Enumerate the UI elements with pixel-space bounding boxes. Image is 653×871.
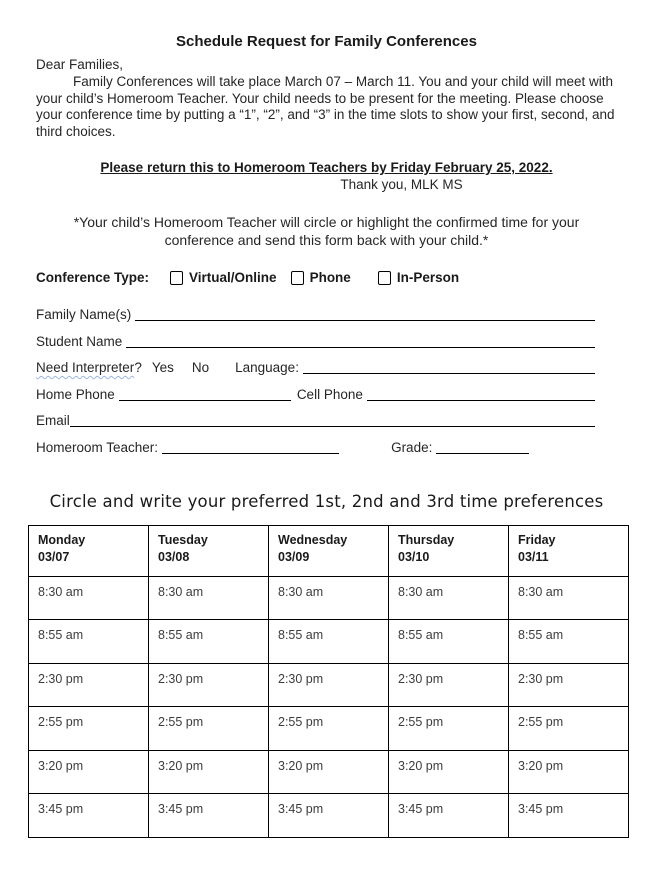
form-fields	[36, 306, 595, 456]
salutation: Dear Families,	[36, 57, 124, 72]
time-row-830am	[29, 576, 629, 620]
time-slot-cell[interactable]: 2:30 pm	[29, 663, 149, 707]
time-slot-cell[interactable]: 8:30 am	[29, 576, 149, 620]
email-row	[36, 412, 595, 429]
time-row-255pm	[29, 707, 629, 751]
home-phone-input-line[interactable]	[119, 386, 291, 401]
language-label: Language:	[235, 360, 299, 375]
time-slot-cell[interactable]: 8:30 am	[269, 576, 389, 620]
time-slot-cell[interactable]: 3:45 pm	[269, 794, 389, 838]
option-phone	[291, 270, 351, 285]
time-slot-cell[interactable]: 3:20 pm	[509, 750, 629, 794]
option-phone-label: Phone	[309, 270, 351, 285]
time-slot-cell[interactable]: 8:55 am	[149, 620, 269, 664]
schedule-table	[28, 525, 629, 838]
time-slot-cell[interactable]: 3:45 pm	[509, 794, 629, 838]
time-row-345pm	[29, 794, 629, 838]
schedule-header-row	[29, 525, 629, 576]
confirmation-note: *Your child’s Homeroom Teacher will circle or highlight the confirmed time for your conference and send this form back with your child.*	[73, 214, 580, 248]
time-row-855am	[29, 620, 629, 664]
home-phone-label: Home Phone	[36, 386, 115, 402]
time-slot-cell[interactable]: 2:30 pm	[509, 663, 629, 707]
grade-label: Grade:	[391, 439, 433, 455]
option-virtual-online-label: Virtual/Online	[189, 270, 277, 285]
cell-phone-input-line[interactable]	[367, 386, 595, 401]
time-slot-cell[interactable]: 3:20 pm	[149, 750, 269, 794]
family-name-label: Family Name(s)	[36, 307, 132, 322]
time-slot-cell[interactable]: 2:30 pm	[149, 663, 269, 707]
checkbox-virtual-online[interactable]	[170, 271, 183, 285]
time-slot-cell[interactable]: 3:20 pm	[269, 750, 389, 794]
time-slot-cell[interactable]: 2:55 pm	[269, 707, 389, 751]
page-title: Schedule Request for Family Conferences	[176, 33, 477, 50]
time-slot-cell[interactable]: 8:30 am	[389, 576, 509, 620]
time-slot-cell[interactable]: 3:45 pm	[389, 794, 509, 838]
interpreter-question-mark: ?	[134, 360, 142, 375]
email-input-line[interactable]	[70, 412, 595, 427]
student-name-label: Student Name	[36, 333, 123, 349]
time-slot-cell[interactable]: 8:30 am	[149, 576, 269, 620]
option-in-person	[378, 270, 459, 285]
student-name-input-line[interactable]	[126, 333, 595, 348]
conference-type-row	[36, 270, 617, 285]
time-slot-cell[interactable]: 8:30 am	[509, 576, 629, 620]
time-slot-cell[interactable]: 3:20 pm	[29, 750, 149, 794]
teacher-grade-row	[36, 439, 595, 456]
time-slot-cell[interactable]: 3:45 pm	[29, 794, 149, 838]
phone-row	[36, 386, 595, 403]
time-slot-cell[interactable]: 2:30 pm	[269, 663, 389, 707]
grade-input-line[interactable]	[436, 439, 529, 454]
language-input-line[interactable]	[303, 359, 595, 374]
interpreter-yes-option[interactable]: Yes	[151, 360, 174, 375]
interpreter-no-option[interactable]: No	[191, 360, 210, 375]
schedule-heading: Circle and write your preferred 1st, 2nd and 3rd time preferences	[49, 491, 604, 511]
interpreter-row	[36, 359, 595, 376]
time-slot-cell[interactable]: 2:55 pm	[509, 707, 629, 751]
time-row-230pm	[29, 663, 629, 707]
student-name-row	[36, 333, 595, 350]
time-slot-cell[interactable]: 8:55 am	[29, 620, 149, 664]
time-slot-cell[interactable]: 8:55 am	[389, 620, 509, 664]
signature-line: Thank you, MLK MS	[340, 177, 463, 192]
homeroom-teacher-input-line[interactable]	[162, 439, 339, 454]
return-notice: Please return this to Homeroom Teachers by Friday February 25, 2022.	[100, 160, 553, 175]
column-header-thursday: Thursday 03/10	[389, 525, 509, 576]
time-slot-cell[interactable]: 2:55 pm	[389, 707, 509, 751]
cell-phone-label: Cell Phone	[296, 386, 363, 402]
column-header-friday: Friday 03/11	[509, 525, 629, 576]
time-slot-cell[interactable]: 3:45 pm	[149, 794, 269, 838]
checkbox-phone[interactable]	[291, 271, 304, 285]
family-name-input-line[interactable]	[135, 306, 595, 321]
intro-paragraph: Family Conferences will take place March 07 – March 11. You and your child will meet with your child’s Homeroom Teacher. Your child needs to be present for the meeting. Please choose your conference time by putting a “1”, “2”, and “3” in the time slots to show your first, second, and third choices.	[36, 74, 615, 139]
checkbox-in-person[interactable]	[378, 271, 391, 285]
column-header-wednesday: Wednesday 03/09	[269, 525, 389, 576]
time-slot-cell[interactable]: 2:55 pm	[149, 707, 269, 751]
option-virtual-online	[170, 270, 277, 285]
time-slot-cell[interactable]: 2:30 pm	[389, 663, 509, 707]
option-in-person-label: In-Person	[396, 270, 460, 285]
conference-type-label: Conference Type:	[36, 270, 150, 285]
time-slot-cell[interactable]: 3:20 pm	[389, 750, 509, 794]
column-header-tuesday: Tuesday 03/08	[149, 525, 269, 576]
column-header-monday: Monday 03/07	[29, 525, 149, 576]
email-label: Email	[36, 413, 70, 428]
family-name-row	[36, 306, 595, 323]
homeroom-teacher-label: Homeroom Teacher:	[36, 439, 159, 455]
time-slot-cell[interactable]: 8:55 am	[509, 620, 629, 664]
time-row-320pm	[29, 750, 629, 794]
time-slot-cell[interactable]: 2:55 pm	[29, 707, 149, 751]
interpreter-label: Need Interpreter	[36, 360, 135, 375]
time-slot-cell[interactable]: 8:55 am	[269, 620, 389, 664]
